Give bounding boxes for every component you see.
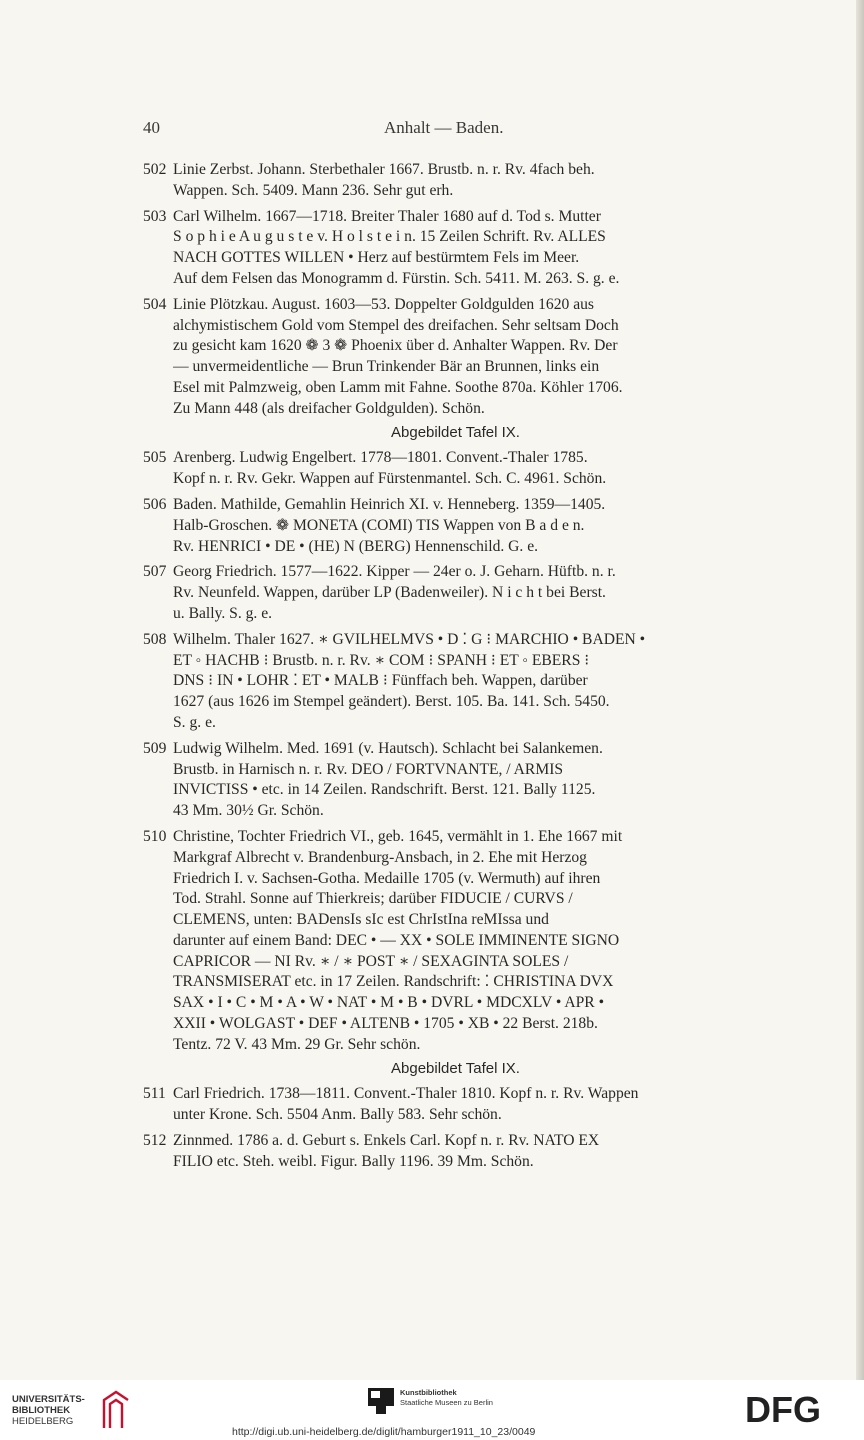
entry-line: Linie Plötzkau. August. 1603—53. Doppelter Goldgulden 1620 aus xyxy=(173,295,594,313)
entry-line: Zinnmed. 1786 a. d. Geburt s. Enkels Carl. Kopf n. r. Rv. NATO EX xyxy=(173,1132,600,1150)
uni-line-3: HEIDELBERG xyxy=(12,1416,74,1427)
entry-line: S. g. e. xyxy=(173,713,216,731)
entry-line: darunter auf einem Band: DEC • — XX • SOLE IMMINENTE SIGNO xyxy=(173,931,620,949)
entry-line: Carl Wilhelm. 1667—1718. Breiter Thaler 1680 auf d. Tod s. Mutter xyxy=(173,207,601,225)
entry-text xyxy=(173,207,768,290)
entry-line: S o p h i e A u g u s t e v. H o l s t e i n. 15 Zeilen Schrift. Rv. ALLES xyxy=(173,228,606,246)
entry-number: 506 xyxy=(143,495,167,513)
entry-number: 504 xyxy=(143,295,167,313)
entry-line: unter Krone. Sch. 5504 Anm. Bally 583. Sehr schön. xyxy=(173,1106,502,1124)
entry-line: — unvermeidentliche — Brun Trinkender Bär an Brunnen, links ein xyxy=(173,358,600,376)
kunstbibliothek-emblem-icon xyxy=(368,1388,394,1414)
entry-text xyxy=(173,295,768,420)
catalogue-entry xyxy=(143,827,768,1056)
entry-text xyxy=(173,562,768,624)
entry-text xyxy=(173,495,768,557)
entry-line: CAPRICOR — NI Rv. ∗ / ∗ POST ∗ / SEXAGINTA SOLES / xyxy=(173,952,569,970)
entry-number: 508 xyxy=(143,630,167,648)
entry-line: CLEMENS, unten: BADensIs sIc est ChrIstIna reMIssa und xyxy=(173,911,549,929)
entry-line: Georg Friedrich. 1577—1622. Kipper — 24er o. J. Geharn. Hüftb. n. r. xyxy=(173,563,616,581)
kunstbibliothek-logo[interactable] xyxy=(368,1388,493,1419)
catalogue-body xyxy=(143,160,768,1178)
catalogue-entry xyxy=(143,495,768,557)
entry-line: Linie Zerbst. Johann. Sterbethaler 1667. Brustb. n. r. Rv. 4fach beh. xyxy=(173,161,595,178)
entry-line: Christine, Tochter Friedrich VI., geb. 1645, vermählt in 1. Ehe 1667 mit xyxy=(173,827,623,845)
entry-line: Markgraf Albrecht v. Brandenburg-Ansbach, in 2. Ehe mit Herzog xyxy=(173,848,587,866)
entry-line: Wilhelm. Thaler 1627. ∗ GVILHELMVS • D ⁚ G ⁝ MARCHIO • BADEN • xyxy=(173,630,646,648)
kb-name: Kunstbibliothek xyxy=(400,1388,457,1397)
entry-text xyxy=(173,827,768,1056)
catalogue-entry xyxy=(143,207,768,290)
catalogue-entry xyxy=(143,630,768,734)
entry-line: Tod. Strahl. Sonne auf Thierkreis; darüber FIDUCIE / CURVS / xyxy=(173,890,573,908)
entry-line: NACH GOTTES WILLEN • Herz auf bestürmtem Fels im Meer. xyxy=(173,249,580,267)
entry-text xyxy=(173,630,768,734)
entry-text xyxy=(173,160,768,202)
kb-sub: Staatliche Museen zu Berlin xyxy=(400,1398,493,1407)
dfg-logo[interactable] xyxy=(745,1392,851,1426)
entry-line: Rv. HENRICI • DE • (HE) N (BERG) Hennenschild. G. e. xyxy=(173,537,539,555)
catalogue-entry xyxy=(143,448,768,490)
entry-line: Friedrich I. v. Sachsen-Gotha. Medaille 1705 (v. Wermuth) auf ihren xyxy=(173,869,601,887)
entry-line: ET ◦ HACHB ⁝ Brustb. n. r. Rv. ∗ COM ⁝ SPANH ⁝ ET ◦ EBERS ⁝ xyxy=(173,651,590,669)
entry-line: XXII • WOLGAST • DEF • ALTENB • 1705 • XB • 22 Berst. 218b. xyxy=(173,1015,598,1033)
entry-line: INVICTISS • etc. in 14 Zeilen. Randschrift. Berst. 121. Bally 1125. xyxy=(173,781,596,799)
page-edge-shadow xyxy=(856,0,864,1380)
catalogue-entry xyxy=(143,295,768,420)
entry-line: Kopf n. r. Rv. Gekr. Wappen auf Fürstenmantel. Sch. C. 4961. Schön. xyxy=(173,470,607,488)
entry-text xyxy=(173,1084,768,1126)
page-number: 40 xyxy=(143,118,160,137)
catalogue-entry xyxy=(143,1131,768,1173)
entry-line: zu gesicht kam 1620 ❁ 3 ❁ Phoenix über d. Anhalter Wappen. Rv. Der xyxy=(173,337,618,355)
entry-line: Auf dem Felsen das Monogramm d. Fürstin. Sch. 5411. M. 263. S. g. e. xyxy=(173,269,620,287)
entry-line: alchymistischem Gold vom Stempel des dreifachen. Sehr seltsam Doch xyxy=(173,316,619,334)
catalogue-entry xyxy=(143,1084,768,1126)
entry-line: Tentz. 72 V. 43 Mm. 29 Gr. Sehr schön. xyxy=(173,1035,421,1053)
entry-line: Zu Mann 448 (als dreifacher Goldgulden). Schön. xyxy=(173,399,485,417)
plate-reference: Abgebildet Tafel IX. xyxy=(391,423,520,441)
entry-line: TRANSMISERAT etc. in 17 Zeilen. Randschrift: ⁚ CHRISTINA DVX xyxy=(173,973,614,991)
entry-text xyxy=(173,739,768,822)
entry-number: 510 xyxy=(143,827,167,845)
entry-line: Ludwig Wilhelm. Med. 1691 (v. Hautsch). Schlacht bei Salankemen. xyxy=(173,739,603,757)
source-url[interactable]: http://digi.ub.uni-heidelberg.de/diglit/hamburger1911_10_23/0049 xyxy=(232,1426,536,1438)
uni-line-2: BIBLIOTHEK xyxy=(12,1405,71,1416)
entry-line: Carl Friedrich. 1738—1811. Convent.-Thaler 1810. Kopf n. r. Rv. Wappen xyxy=(173,1085,639,1103)
entry-line: DNS ⁝ IN • LOHR ⁚ ET • MALB ⁝ Fünffach beh. Wappen, darüber xyxy=(173,672,588,690)
entry-number: 503 xyxy=(143,207,167,225)
uni-emblem-icon xyxy=(100,1390,130,1430)
entry-line: u. Bally. S. g. e. xyxy=(173,604,273,622)
heidelberg-library-name xyxy=(12,1394,85,1427)
catalogue-entry xyxy=(143,739,768,822)
entry-line: Baden. Mathilde, Gemahlin Heinrich XI. v. Henneberg. 1359—1405. xyxy=(173,495,606,513)
entry-line: Halb-Groschen. ❁ MONETA (COMI) TIS Wappen von B a d e n. xyxy=(173,516,585,534)
entry-line: Rv. Neunfeld. Wappen, darüber LP (Badenweiler). N i c h t bei Berst. xyxy=(173,584,606,602)
uni-line-1: UNIVERSITÄTS- xyxy=(12,1394,85,1405)
catalogue-entry xyxy=(143,562,768,624)
entry-line: Arenberg. Ludwig Engelbert. 1778—1801. Convent.-Thaler 1785. xyxy=(173,449,588,467)
entry-line: SAX • I • C • M • A • W • NAT • M • B • DVRL • MDCXLV • APR • xyxy=(173,994,605,1012)
plate-reference: Abgebildet Tafel IX. xyxy=(391,1059,520,1077)
entry-line: FILIO etc. Steh. weibl. Figur. Bally 1196. 39 Mm. Schön. xyxy=(173,1152,534,1170)
heidelberg-library-logo[interactable] xyxy=(12,1388,128,1432)
entry-line: 43 Mm. 30½ Gr. Schön. xyxy=(173,802,324,820)
running-title: Anhalt — Baden. xyxy=(384,118,504,137)
entry-number: 512 xyxy=(143,1132,167,1150)
entry-line: Brustb. in Harnisch n. r. Rv. DEO / FORTVNANTE, / ARMIS xyxy=(173,760,564,778)
entry-line: Wappen. Sch. 5409. Mann 236. Sehr gut erh. xyxy=(173,181,454,199)
entry-line: 1627 (aus 1626 im Stempel geändert). Berst. 105. Ba. 141. Sch. 5450. xyxy=(173,693,610,711)
kunstbibliothek-text xyxy=(400,1388,493,1408)
entry-text xyxy=(173,448,768,490)
entry-text xyxy=(173,1131,768,1173)
entry-number: 509 xyxy=(143,739,167,757)
entry-line: Esel mit Palmzweig, oben Lamm mit Fahne. Soothe 870a. Köhler 1706. xyxy=(173,378,623,396)
entry-number: 505 xyxy=(143,449,167,467)
entry-number: 511 xyxy=(143,1085,166,1103)
dfg-logo-text: DFG xyxy=(745,1392,821,1426)
catalogue-entry xyxy=(143,160,768,202)
entry-number: 507 xyxy=(143,563,167,581)
entry-number: 502 xyxy=(143,161,167,178)
